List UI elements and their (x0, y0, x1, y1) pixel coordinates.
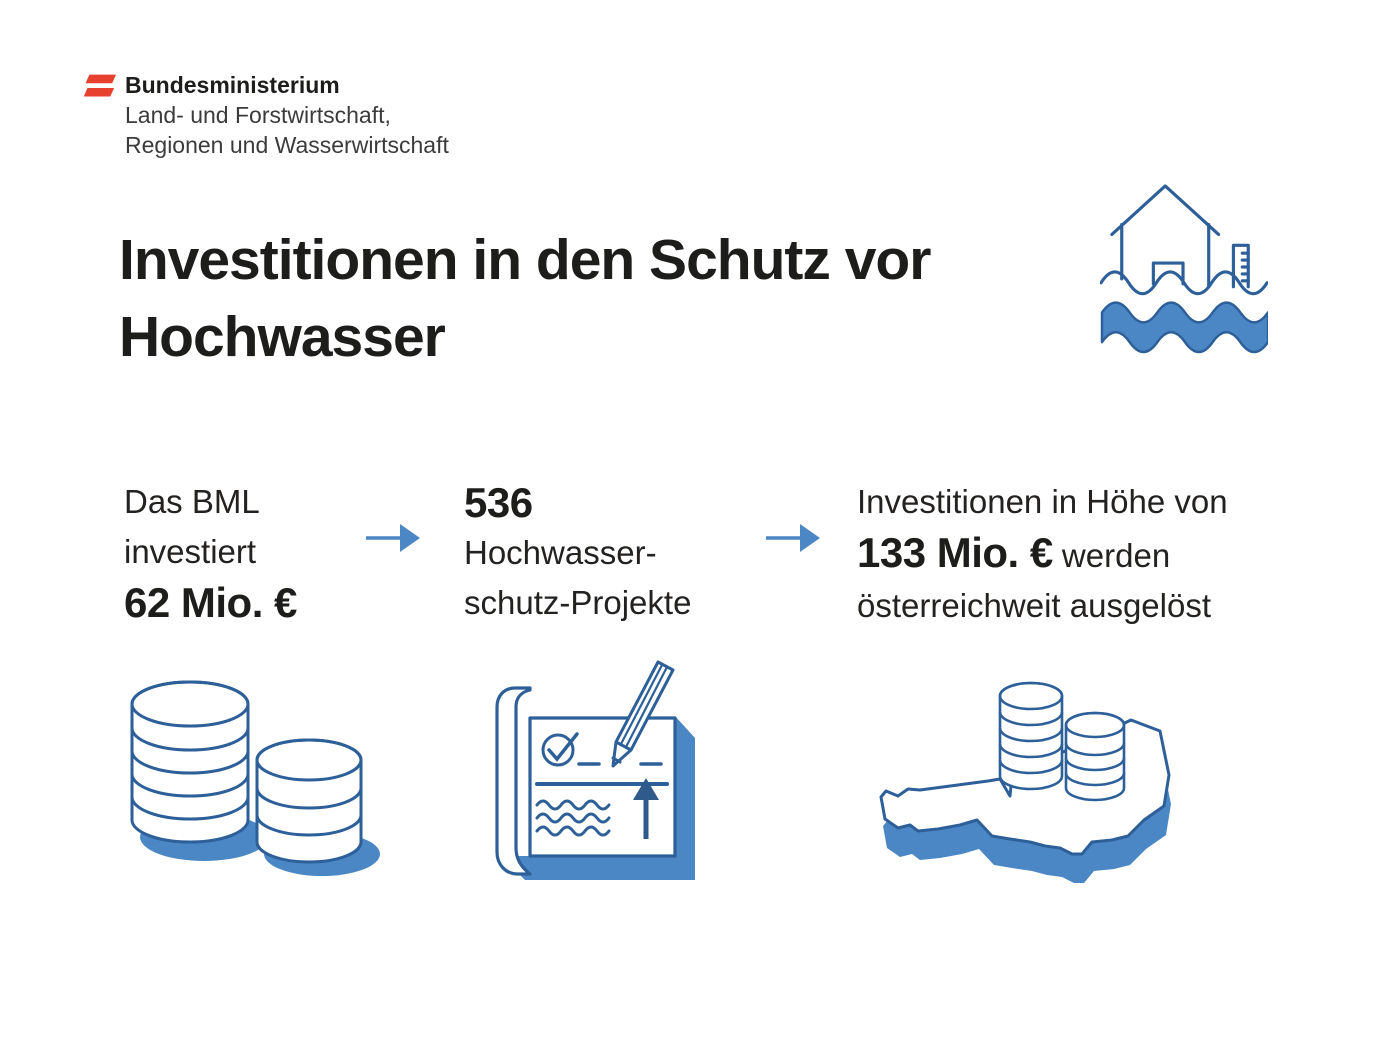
step1-line2: investiert (124, 533, 257, 570)
ministry-department-line2: Regionen und Wasserwirtschaft (125, 132, 449, 158)
step2-line2: schutz-Projekte (464, 584, 692, 621)
ministry-logo-text (125, 70, 449, 160)
step3-line1: Investitionen in Höhe von (857, 483, 1228, 520)
step1-line1: Das BML (124, 483, 260, 520)
coin-stacks-icon (112, 672, 422, 887)
flood-protection-plan-icon (473, 648, 743, 913)
arrow-right-icon (766, 520, 820, 556)
flow-step-total-investment (857, 477, 1297, 631)
flow-step-investment (124, 477, 364, 628)
step3-amount-line (857, 527, 1297, 581)
page-title-line1: Investitionen in den Schutz vor (119, 228, 931, 292)
flow-step-projects (464, 477, 764, 628)
austrian-flag-icon (78, 74, 116, 100)
step1-amount: 62 Mio. € (124, 579, 297, 626)
step2-line1: Hochwasser- (464, 534, 657, 571)
page-title-line2: Hochwasser (119, 305, 445, 369)
page-title (119, 222, 1079, 376)
arrow-right-icon (366, 520, 420, 556)
flooded-house-with-gauge-icon (1100, 182, 1268, 355)
ministry-name: Bundesministerium (125, 72, 340, 98)
austria-map-with-coins-icon (860, 648, 1220, 898)
step2-count: 536 (464, 479, 533, 526)
step3-amount: 133 Mio. € (857, 529, 1053, 576)
ministry-department-line1: Land- und Forstwirtschaft, (125, 102, 391, 128)
step3-line2: österreichweit ausgelöst (857, 587, 1212, 624)
step3-amount-suffix: werden (1052, 537, 1171, 574)
